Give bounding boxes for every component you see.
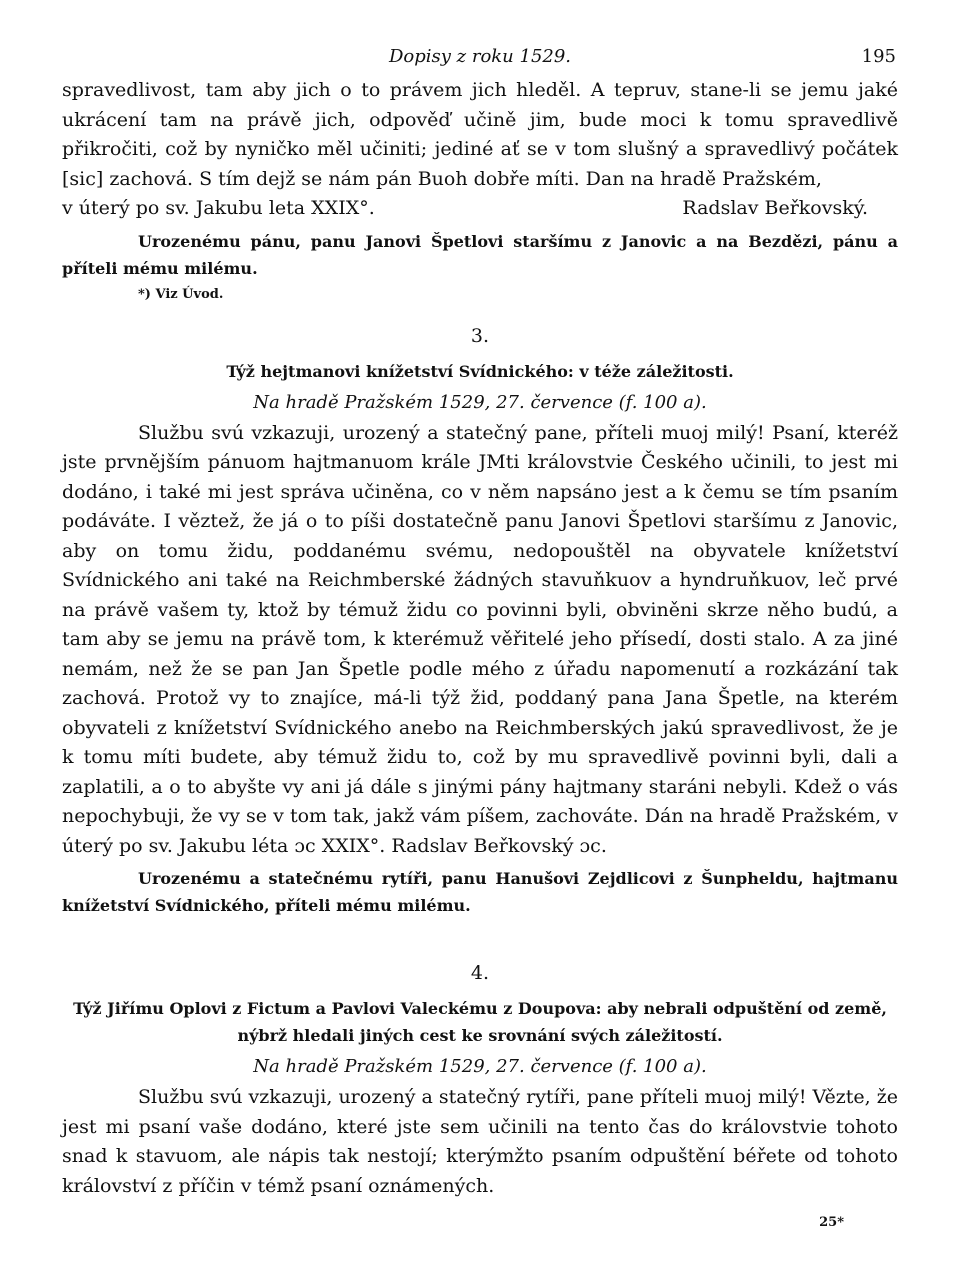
page-number: 195 [861,46,896,67]
footnote: *) Viz Úvod. [138,286,224,302]
printer-signature-mark: 25* [819,1215,844,1230]
letter-body: Službu svú vzkazuji, urozený a statečný pane, příteli muoj milý! Psaní, kteréž jste prvnějším pánuom hajtmanuom krále JMti královstvie Českého učinili, to jest mi dodáno, i také mi jest správa učiněna, co v něm napsáno jest a k čemu se tím psaním podáváte. I věztež, že já o to píši dostatečně panu Janovi Špetlovi staršímu z Janovic, aby on tomu židu, poddanému svému, nedopouštěl na obyvatele knížetství Svídnického ani také na Reichmberské žádných stavuňkuov a hyndruňkuov, leč prvé na právě vašem ty, ktož by témuž židu co povinni byli, obviněni skrze něho budú, a tam aby se jemu na právě tom, k kterémuž věřitelé jeho přísedí, dosti stalo. A za jiné nemám, než že se pan Jan Špetle podle mého z úřadu napomenutí a rozkázání tak zachová. Protož vy to znajíce, má-li týž žid, poddaný pana Jana Špetle, na kterém obyvateli z knížetství Svídnického anebo na Reichmberských jakú spravedlivost, že je k tomu míti budete, aby témuž židu to, což by mu spravedlivě povinni byli, dali a zaplatili, a o to abyšte vy ani já dále s jinými pány hajtmany staráni nebyli. Kdež o vás nepochybuji, že vy se v tom tak, jakž vám píšem, zachováte. Dán na hradě Pražském, v úterý po sv. Jakubu léta ɔc XXIX°. Radslav Beřkovský ɔc. [62,421,898,857]
letter-4 [62,959,898,1201]
letter-summary: Týž hejtmanovi knížetství Svídnického: v téže záležitosti. [226,361,734,381]
letter-3 [62,322,898,920]
letter-date: Na hradě Pražském 1529, 27. července (f. 100 a). [253,391,707,413]
closing-date-line: v úterý po sv. Jakubu leta XXIX°. [62,197,375,219]
previous-letter-continuation [62,76,898,306]
page-header [62,40,898,76]
running-title: Dopisy z roku 1529. [388,46,572,67]
document-page [62,40,898,1230]
letter-number: 4. [470,962,490,984]
letter-date: Na hradě Pražském 1529, 27. července (f. 100 a). [253,1056,707,1077]
letter-summary [62,995,898,1049]
letter-address: Urozenému pánu, panu Janovi Špetlovi staršímu z Janovic a na Bezdězi, pánu a příteli mému milému. [62,231,898,278]
letter-number: 3. [470,324,490,347]
closing-row [62,194,898,224]
letter-summary-line-1: Týž Jiřímu Oplovi z Fictum a Pavlovi Valeckému z Doupova: aby nebrali odpuštění od země, [73,999,887,1018]
signature: Radslav Beřkovský. [682,197,868,219]
continuation-paragraph: spravedlivost, tam aby jich o to právem jich hleděl. A tepruv, stane-li se jemu jaké ukrácení tam na právě jich, odpověď učině jim, bude moci k tomu spravedlivě přikročiti, což by nyničko měl učiniti; jediné ať se v tom slušný a spravedlivý počátek [sic] zachová. S tím dejž se nám pán Buoh dobře míti. Dan na hradě Pražském, [62,79,898,190]
letter-address: Urozenému a statečnému rytíři, panu Hanušovi Zejdlicovi z Šunpheldu, hajtmanu knížetství Svídnického, příteli mému milému. [62,869,898,915]
letter-summary-line-2: nýbrž hledali jiných cest ke srovnání svých záležitostí. [237,1026,723,1045]
letter-body: Službu svú vzkazuji, urozený a statečný rytíři, pane příteli muoj milý! Vězte, že jest mi psaní vaše dodáno, které jste sem učinili na tento čas do královstvie tohoto snad k stavuom, ale nápis tak nestojí; kterýmžto psaním odpuštění béřete od tohoto království z příčin v témž psaní oznámených. [62,1086,898,1197]
